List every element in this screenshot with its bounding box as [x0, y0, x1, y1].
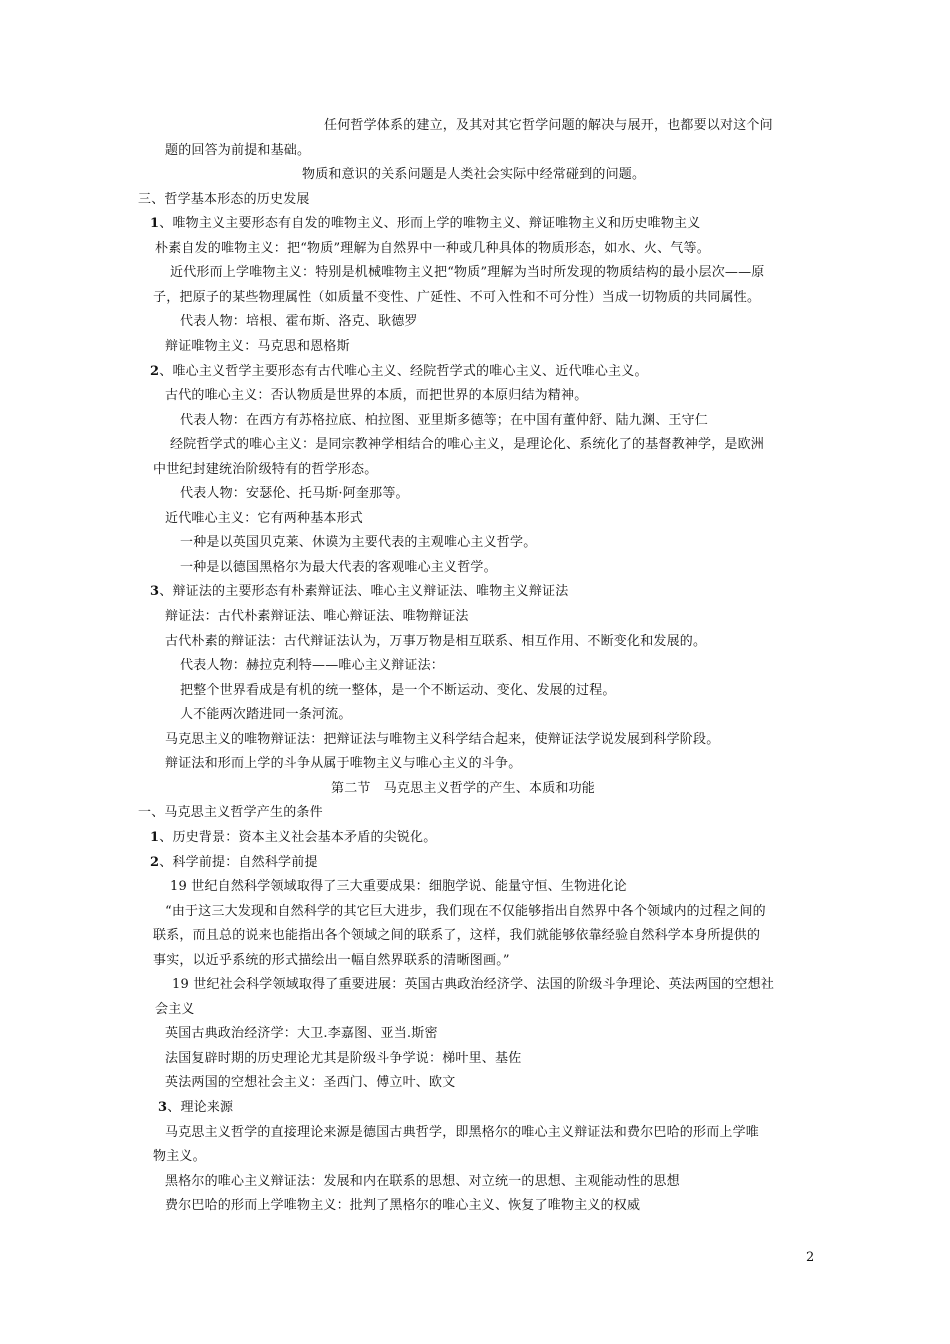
text-line	[155, 1001, 195, 1019]
line-text: 19 世纪社会科学领域取得了重要进展：英国古典政治经济学、法国的阶级斗争理论、英法两国的空想社	[172, 977, 775, 992]
text-line	[155, 240, 710, 258]
line-text: 马克思主义哲学的直接理论来源是德国古典哲学，即黑格尔的唯心主义辩证法和费尔巴哈的形而上学唯	[165, 1125, 760, 1140]
text-line	[165, 633, 706, 651]
line-text: 朴素自发的唯物主义：把“物质”理解为自然界中一种或几种具体的物质形态，如水、火、气等。	[155, 241, 710, 256]
line-text: 把整个世界看成是有机的统一整体，是一个不断运动、变化、发展的过程。	[180, 683, 616, 698]
text-line	[331, 780, 595, 798]
text-line	[150, 363, 648, 381]
text-line	[165, 1050, 521, 1068]
text-line	[170, 878, 627, 896]
text-line	[165, 142, 310, 160]
text-line	[180, 485, 409, 503]
text-line	[165, 755, 521, 773]
line-text: 代表人物：赫拉克利特——唯心主义辩证法：	[180, 658, 445, 673]
text-line	[158, 1099, 233, 1117]
text-line	[165, 1025, 438, 1043]
page-number: 2	[806, 1250, 815, 1265]
list-number: 1	[150, 830, 160, 845]
line-text: 三、哲学基本形态的历史发展	[138, 192, 310, 207]
line-text: 中世纪封建统治阶级特有的哲学形态。	[153, 462, 378, 477]
text-line	[150, 215, 700, 233]
text-line	[180, 682, 616, 700]
text-line	[165, 1124, 759, 1142]
line-text: 题的回答为前提和基础。	[165, 143, 311, 158]
line-text: 任何哲学体系的建立，及其对其它哲学问题的解决与展开，也都要以对这个问	[324, 118, 773, 133]
text-line	[153, 461, 377, 479]
line-text: 、科学前提：自然科学前提	[159, 855, 318, 870]
text-line	[165, 1173, 680, 1191]
text-line	[165, 338, 350, 356]
text-line	[153, 927, 760, 945]
text-line	[153, 1148, 206, 1166]
line-text: 一种是以德国黑格尔为最大代表的客观唯心主义哲学。	[180, 560, 497, 575]
line-text: 费尔巴哈的形而上学唯物主义：批判了黑格尔的唯心主义、恢复了唯物主义的权威	[165, 1198, 641, 1213]
line-text: 近代形而上学唯物主义：特别是机械唯物主义把“物质”理解为当时所发现的物质结构的最小层次——原	[170, 265, 765, 280]
text-line	[180, 534, 536, 552]
list-number: 1	[150, 216, 160, 231]
text-line	[153, 289, 760, 307]
line-text: 英法两国的空想社会主义：圣西门、傅立叶、欧文	[165, 1075, 456, 1090]
text-line	[165, 387, 587, 405]
text-line	[180, 706, 352, 724]
line-text: 、辩证法的主要形态有朴素辩证法、唯心主义辩证法、唯物主义辩证法	[159, 584, 569, 599]
text-line	[165, 1197, 640, 1215]
list-number: 3	[158, 1100, 168, 1115]
text-line	[150, 854, 318, 872]
line-text: 、理论来源	[167, 1100, 234, 1115]
line-text: 物质和意识的关系问题是人类社会实际中经常碰到的问题。	[302, 167, 646, 182]
line-text: “由于这三大发现和自然科学的其它巨大进步，我们现在不仅能够指出自然界中各个领域内的过程之间的	[165, 904, 766, 919]
text-line	[180, 559, 497, 577]
line-text: 事实，以近乎系统的形式描绘出一幅自然界联系的清晰图画。”	[153, 953, 510, 968]
line-text: 代表人物：安瑟伦、托马斯·阿奎那等。	[180, 486, 409, 501]
text-line	[138, 191, 310, 209]
line-text: 19 世纪自然科学领域取得了三大重要成果：细胞学说、能量守恒、生物进化论	[170, 879, 627, 894]
text-line	[165, 903, 766, 921]
text-line	[153, 952, 510, 970]
text-line	[302, 166, 645, 184]
text-line	[324, 117, 773, 135]
line-text: 一种是以英国贝克莱、休谟为主要代表的主观唯心主义哲学。	[180, 535, 537, 550]
text-line	[138, 804, 323, 822]
line-text: 会主义	[155, 1002, 195, 1017]
line-text: 、唯物主义主要形态有自发的唯物主义、形而上学的唯物主义、辩证唯物主义和历史唯物主义	[159, 216, 701, 231]
list-number: 2	[150, 855, 160, 870]
text-line	[180, 412, 708, 430]
list-number: 2	[150, 364, 160, 379]
line-text: 古代的唯心主义：否认物质是世界的本质，而把世界的本原归结为精神。	[165, 388, 588, 403]
line-text: 辩证唯物主义：马克思和恩格斯	[165, 339, 350, 354]
line-text: 辩证法：古代朴素辩证法、唯心辩证法、唯物辩证法	[165, 609, 469, 624]
line-text: 法国复辟时期的历史理论尤其是阶级斗争学说：梯叶里、基佐	[165, 1051, 522, 1066]
line-text: 代表人物：在西方有苏格拉底、柏拉图、亚里斯多德等；在中国有董仲舒、陆九渊、王守仁	[180, 413, 709, 428]
text-line	[165, 608, 469, 626]
text-line	[165, 1074, 455, 1092]
text-line	[172, 976, 774, 994]
text-line	[180, 657, 444, 675]
line-text: 、唯心主义哲学主要形态有古代唯心主义、经院哲学式的唯心主义、近代唯心主义。	[159, 364, 648, 379]
line-text: 经院哲学式的唯心主义：是同宗教神学相结合的唯心主义，是理论化、系统化了的基督教神学，是欧洲	[170, 437, 765, 452]
line-text: 子，把原子的某些物理属性（如质量不变性、广延性、不可入性和不可分性）当成一切物质的共同属性。	[153, 290, 761, 305]
line-text: 辩证法和形而上学的斗争从属于唯物主义与唯心主义的斗争。	[165, 756, 522, 771]
text-line	[165, 510, 363, 528]
line-text: 近代唯心主义：它有两种基本形式	[165, 511, 364, 526]
line-text: 代表人物：培根、霍布斯、洛克、耿德罗	[180, 314, 418, 329]
text-line	[170, 264, 765, 282]
text-line	[180, 313, 418, 331]
line-text: 古代朴素的辩证法：古代辩证法认为，万事万物是相互联系、相互作用、不断变化和发展的。	[165, 634, 707, 649]
line-text: 第二节 马克思主义哲学的产生、本质和功能	[331, 781, 596, 796]
line-text: 英国古典政治经济学：大卫.李嘉图、亚当.斯密	[165, 1026, 438, 1041]
line-text: 黑格尔的唯心主义辩证法：发展和内在联系的思想、对立统一的思想、主观能动性的思想	[165, 1174, 680, 1189]
text-line	[165, 731, 719, 749]
text-line	[150, 829, 436, 847]
line-text: 联系，而且总的说来也能指出各个领域之间的联系了，这样，我们就能够依靠经验自然科学本身所提供的	[153, 928, 761, 943]
list-number: 3	[150, 584, 160, 599]
line-text: 、历史背景：资本主义社会基本矛盾的尖锐化。	[159, 830, 437, 845]
text-line	[150, 583, 568, 601]
line-text: 马克思主义的唯物辩证法：把辩证法与唯物主义科学结合起来，使辩证法学说发展到科学阶段。	[165, 732, 720, 747]
line-text: 人不能两次踏进同一条河流。	[180, 707, 352, 722]
text-line	[170, 436, 764, 454]
line-text: 一、马克思主义哲学产生的条件	[138, 805, 323, 820]
line-text: 物主义。	[153, 1149, 206, 1164]
